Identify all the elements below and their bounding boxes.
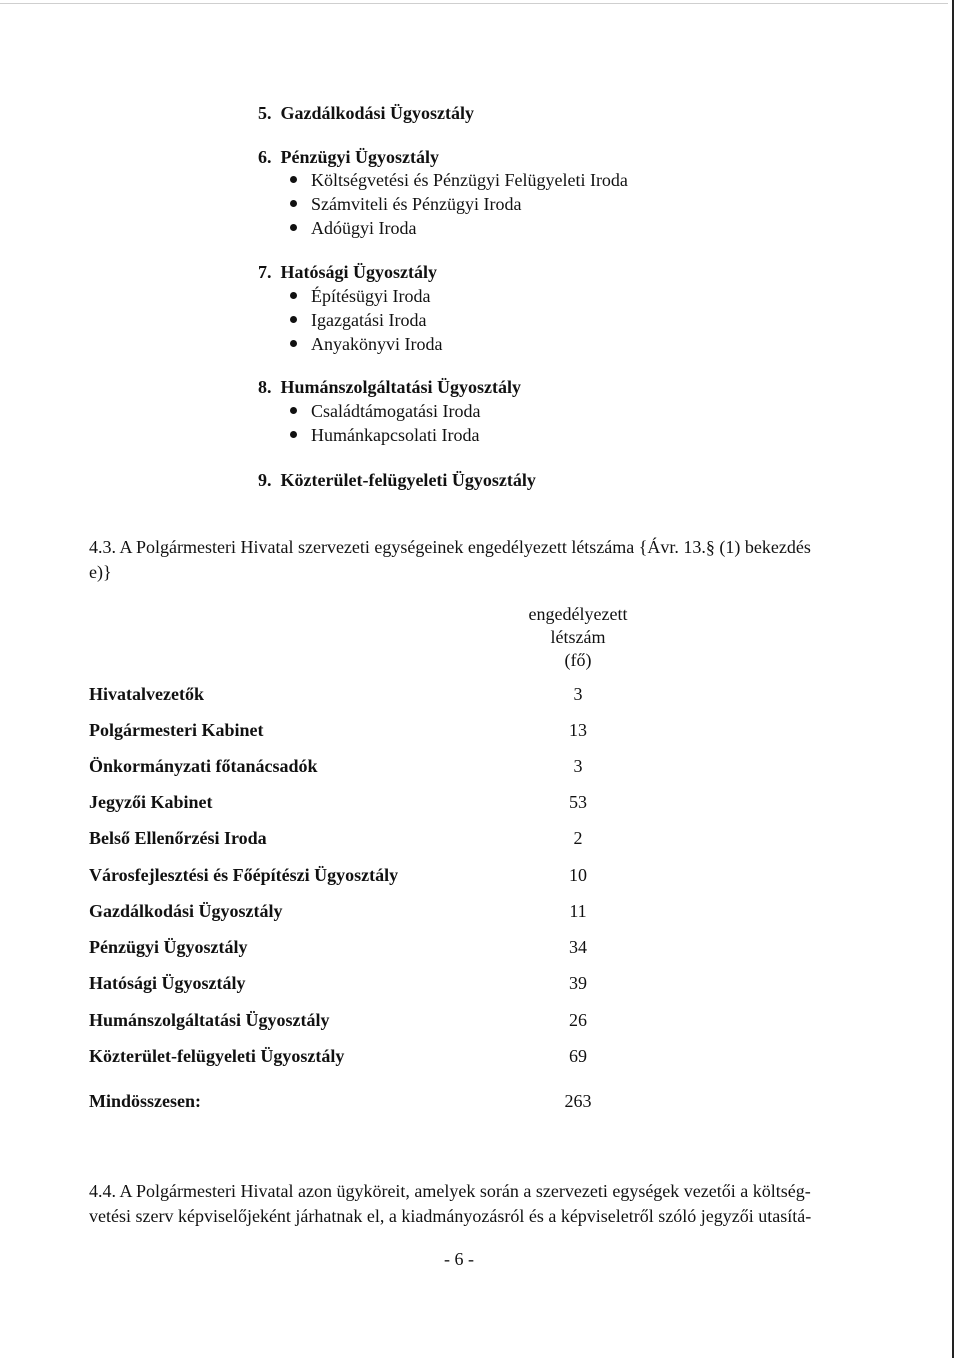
table-row-value: 3 — [573, 684, 583, 704]
section-number: 5. — [258, 103, 272, 123]
list-item — [290, 170, 628, 191]
list-item — [290, 334, 442, 355]
section-title: Gazdálkodási Ügyosztály — [280, 103, 475, 123]
list-item-text: Költségvetési és Pénzügyi Felügyeleti Iroda — [311, 170, 628, 190]
table-row-value: 2 — [573, 828, 583, 848]
table-row-label: Hivatalvezetők — [89, 684, 204, 704]
column-header-line: (fő) — [564, 650, 592, 670]
list-item-text: Humánkapcsolati Iroda — [311, 425, 480, 445]
page-number: - 6 - — [444, 1249, 474, 1269]
list-item — [290, 286, 430, 307]
table-row-label: Közterület-felügyeleti Ügyosztály — [89, 1046, 345, 1066]
table-row-label: Önkormányzati főtanácsadók — [89, 756, 318, 776]
list-item — [290, 310, 426, 331]
section-8-heading — [258, 377, 521, 398]
bullet-icon — [290, 224, 297, 231]
table-row-label: Városfejlesztési és Főépítészi Ügyosztály — [89, 865, 399, 885]
column-header-line: engedélyezett — [528, 604, 628, 624]
section-number: 9. — [258, 470, 272, 490]
table-row-label: Humánszolgáltatási Ügyosztály — [89, 1010, 330, 1030]
paragraph-4-4-line-1: 4.4. A Polgármesteri Hivatal azon ügyköreit, amelyek során a szervezeti egységek vezetői a költség- — [89, 1181, 811, 1201]
table-row-value: 3 — [573, 756, 583, 776]
section-number: 8. — [258, 377, 272, 397]
table-row-label: Polgármesteri Kabinet — [89, 720, 264, 740]
paragraph-4-4-line-2: vetési szerv képviselőjeként járhatnak el, a kiadmányozásról és a képviseletről szóló jegyzői utasítá- — [89, 1206, 812, 1226]
section-7-heading — [258, 262, 437, 283]
bullet-icon — [290, 176, 297, 183]
table-row-value: 39 — [569, 973, 587, 993]
table-row-label: Hatósági Ügyosztály — [89, 973, 246, 993]
section-title: Hatósági Ügyosztály — [280, 262, 437, 282]
section-title: Pénzügyi Ügyosztály — [280, 147, 439, 167]
section-9-heading — [258, 470, 536, 491]
bullet-icon — [290, 316, 297, 323]
section-title: Humánszolgáltatási Ügyosztály — [280, 377, 521, 397]
list-item-text: Családtámogatási Iroda — [311, 401, 481, 421]
table-row-value: 26 — [569, 1010, 587, 1030]
list-item-text: Építésügyi Iroda — [311, 286, 431, 306]
table-row-value: 69 — [569, 1046, 587, 1066]
table-row-label: Jegyzői Kabinet — [89, 792, 213, 812]
paragraph-4-3-line-2: e)} — [89, 562, 112, 582]
bullet-icon — [290, 407, 297, 414]
list-item-text: Adóügyi Iroda — [311, 218, 417, 238]
table-row-label: Gazdálkodási Ügyosztály — [89, 901, 283, 921]
table-row-value: 11 — [569, 901, 587, 921]
column-header-line: létszám — [550, 627, 606, 647]
list-item — [290, 218, 416, 239]
table-total-value: 263 — [564, 1091, 592, 1111]
list-item — [290, 401, 480, 422]
section-title: Közterület-felügyeleti Ügyosztály — [280, 470, 536, 490]
table-row-label: Pénzügyi Ügyosztály — [89, 937, 248, 957]
bullet-icon — [290, 200, 297, 207]
scan-edge-right — [952, 0, 954, 1358]
table-row-value: 53 — [569, 792, 587, 812]
list-item — [290, 194, 521, 215]
bullet-icon — [290, 340, 297, 347]
section-6-heading — [258, 147, 439, 168]
scan-edge-top — [0, 3, 948, 4]
list-item — [290, 425, 479, 446]
section-number: 6. — [258, 147, 272, 167]
table-row-value: 10 — [569, 865, 587, 885]
bullet-icon — [290, 292, 297, 299]
list-item-text: Anyakönyvi Iroda — [311, 334, 443, 354]
section-number: 7. — [258, 262, 272, 282]
paragraph-4-3-line-1: 4.3. A Polgármesteri Hivatal szervezeti egységeinek engedélyezett létszáma {Ávr. 13.§ (1) bekezdés — [89, 537, 811, 557]
table-row-value: 34 — [569, 937, 587, 957]
section-5-heading — [258, 103, 474, 124]
list-item-text: Igazgatási Iroda — [311, 310, 427, 330]
table-total-label: Mindösszesen: — [89, 1091, 201, 1111]
table-row-value: 13 — [569, 720, 587, 740]
table-row-label: Belső Ellenőrzési Iroda — [89, 828, 267, 848]
column-header — [508, 603, 648, 672]
bullet-icon — [290, 431, 297, 438]
list-item-text: Számviteli és Pénzügyi Iroda — [311, 194, 522, 214]
